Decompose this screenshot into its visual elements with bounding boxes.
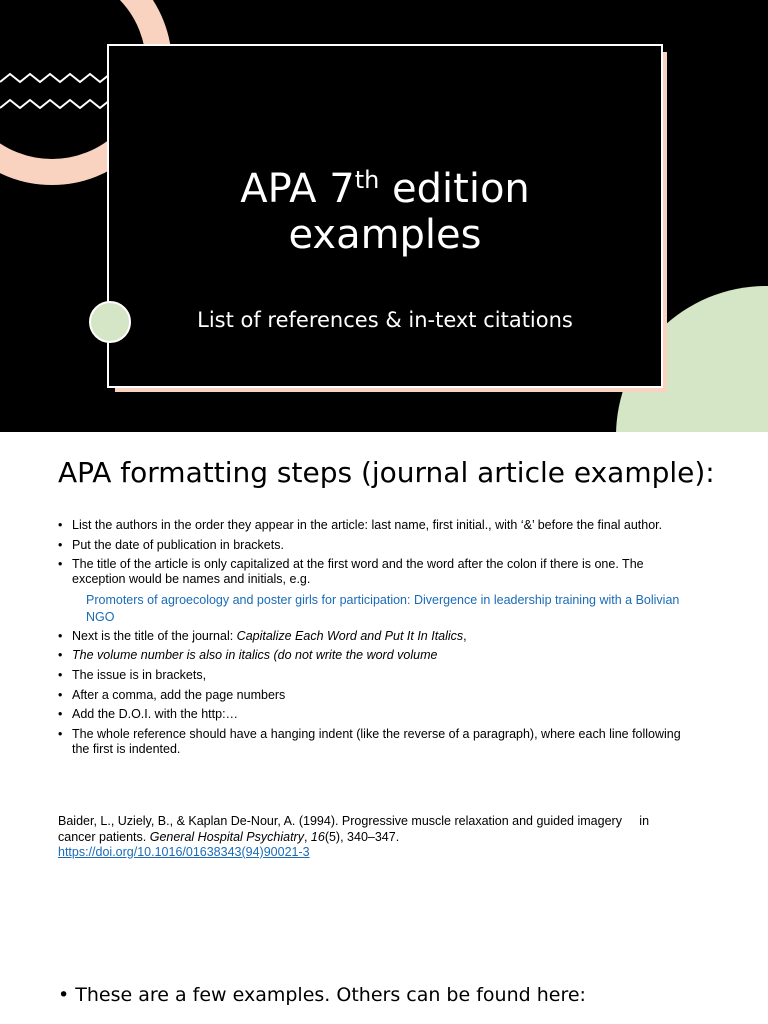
journal-step-italic: Capitalize Each Word and Put It In Italics [236, 628, 464, 643]
reference-volume: 16 [310, 829, 325, 844]
title-superscript: th [354, 166, 380, 194]
example-reference [58, 814, 678, 861]
reference-doi-link[interactable]: https://doi.org/10.1016/01638343(94)90021-3 [58, 845, 310, 859]
step-doi: • Add the D.O.I. with the http:… [58, 707, 698, 722]
title-text: APA 7 [240, 166, 355, 212]
step-hanging-indent: • The whole reference should have a hanging indent (like the reverse of a paragraph), where each line following the first is indented. [58, 727, 698, 757]
step-date: • Put the date of publication in brackets. [58, 538, 698, 553]
journal-step-suffix: , [463, 628, 467, 643]
reference-authors: Baider, L., Uziely, B., & Kaplan De-Nour, A. (1994). Progressive muscle relaxation and guided imagery in cancer patients. [58, 814, 650, 844]
title-text-suffix: edition [379, 166, 530, 212]
examples-note: • These are a few examples. Others can be found here: [58, 984, 586, 1006]
formatting-heading: APA formatting steps (journal article example): [58, 456, 715, 489]
reference-journal: General Hospital Psychiatry [149, 829, 304, 844]
journal-step-text: Next is the title of the journal: [72, 628, 237, 643]
steps-list [58, 518, 698, 761]
reference-separator: , [303, 829, 311, 844]
step-title: • The title of the article is only capitalized at the first word and the word after the colon if there is one. The exception would be names and initials, e.g. [58, 557, 698, 587]
slide-title [107, 166, 663, 258]
step-journal [58, 629, 698, 644]
formatting-slide [0, 432, 768, 1024]
step-authors: • List the authors in the order they appear in the article: last name, first initial., with ‘&’ before the final author. [58, 518, 698, 533]
slide-subtitle: List of references & in-text citations [197, 308, 573, 332]
volume-step-italic: The volume number is also in italics (do not write the word volume [72, 648, 438, 663]
step-pages: • After a comma, add the page numbers [58, 688, 698, 703]
title-line-2: examples [288, 212, 482, 258]
reference-issue-pages: (5), 340–347. [324, 829, 400, 844]
step-volume [58, 648, 698, 663]
step-issue: • The issue is in brackets, [58, 668, 698, 683]
title-example: Promoters of agroecology and poster girls for participation: Divergence in leadership training with a Bolivian NGO [86, 592, 680, 624]
zigzag-decoration [0, 70, 110, 120]
title-slide [0, 0, 768, 432]
